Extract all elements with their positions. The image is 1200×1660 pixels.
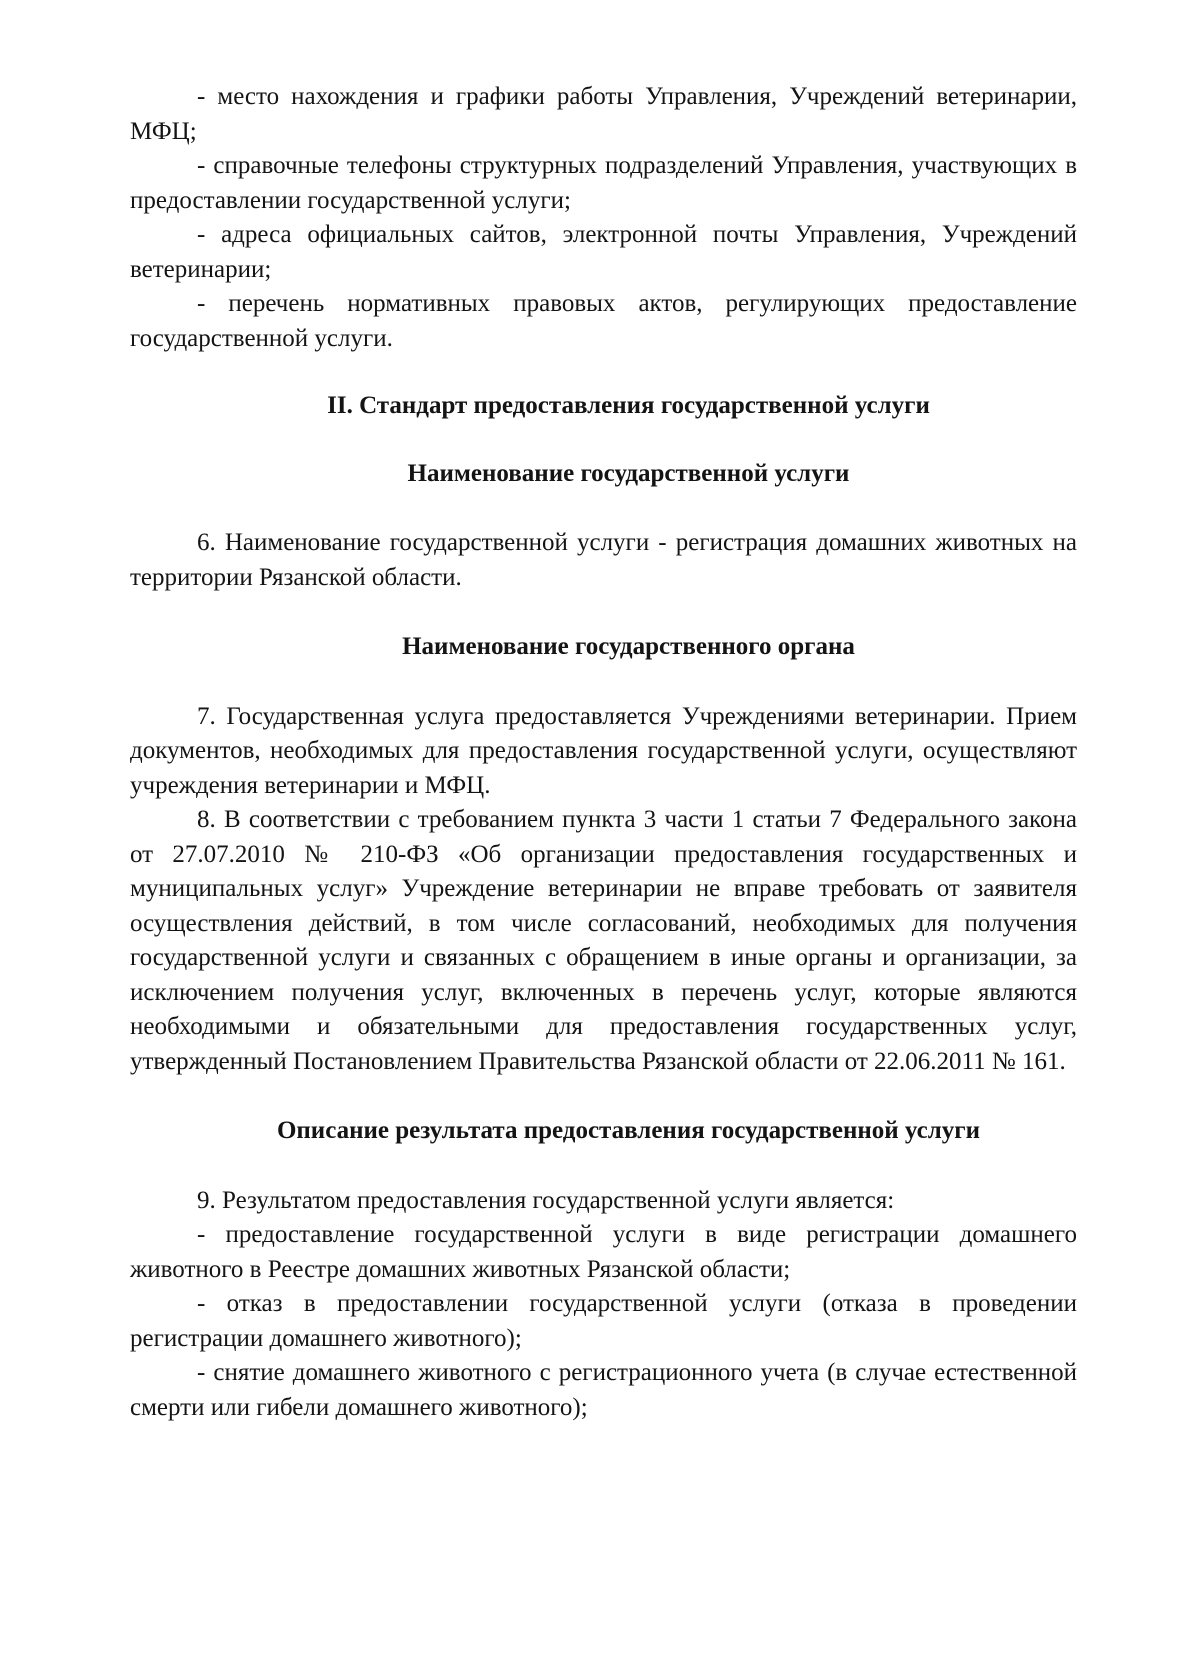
spacer	[130, 1149, 1077, 1184]
document-body	[130, 80, 1077, 1425]
paragraph-7: 7. Государственная услуга предоставляется Учреждениями ветеринарии. Прием документов, необходимых для предоставления государственной услуги, осуществляют учреждения ветеринарии и МФЦ.	[130, 702, 1077, 799]
list-item-websites: - адреса официальных сайтов, электронной почты Управления, Учреждений ветеринарии;	[130, 221, 1077, 283]
spacer	[130, 491, 1077, 526]
spacer	[130, 356, 1077, 389]
paragraph-9: 9. Результатом предоставления государственной услуги является:	[197, 1186, 895, 1214]
section-title: II. Стандарт предоставления государственной услуги	[327, 392, 930, 419]
spacer	[130, 595, 1077, 630]
subsection-heading-result: Описание результата предоставления государственной услуги	[276, 1117, 981, 1144]
subsection-heading-authority-name: Наименование государственного органа	[402, 633, 855, 660]
list-item-registration: - предоставление государственной услуги в виде регистрации домашнего животного в Реестре домашних животных Рязанской области;	[130, 1221, 1077, 1283]
subsection-heading-service-name: Наименование государственной услуги	[407, 459, 850, 487]
list-item-phones: - справочные телефоны структурных подразделений Управления, участвующих в предоставлении государственной услуги;	[130, 152, 1077, 214]
paragraph-6: 6. Наименование государственной услуги - регистрация домашних животных на территории Рязанской области.	[130, 529, 1077, 591]
list-item-refusal: - отказ в предоставлении государственной услуги (отказа в проведении регистрации домашнего животного);	[130, 1290, 1077, 1352]
list-item-locations: - место нахождения и графики работы Управления, Учреждений ветеринарии, МФЦ;	[130, 83, 1077, 145]
spacer	[130, 1079, 1077, 1114]
spacer	[130, 424, 1077, 457]
spacer	[130, 665, 1077, 700]
list-item-legal-acts: - перечень нормативных правовых актов, регулирующих предоставление государственной услуги.	[130, 290, 1077, 352]
list-item-deregistration: - снятие домашнего животного с регистрационного учета (в случае естественной смерти или гибели домашнего животного);	[130, 1359, 1077, 1421]
paragraph-8: 8. В соответствии с требованием пункта 3 части 1 статьи 7 Федерального закона от 27.07.2010 № 210-ФЗ «Об организации предоставления государственных и муниципальных услуг» Учреждение ветеринарии не вправе требовать от заявителя осуществления действий, в том числе согласований, необходимых для получения государственной услуги и связанных с обращением в иные органы и организации, за исключением получения услуг, включенных в перечень услуг, которые являются необходимыми и обязательными для предоставления государственных услуг, утвержденный Постановлением Правительства Рязанской области от 22.06.2011 № 161.	[130, 806, 1077, 1075]
